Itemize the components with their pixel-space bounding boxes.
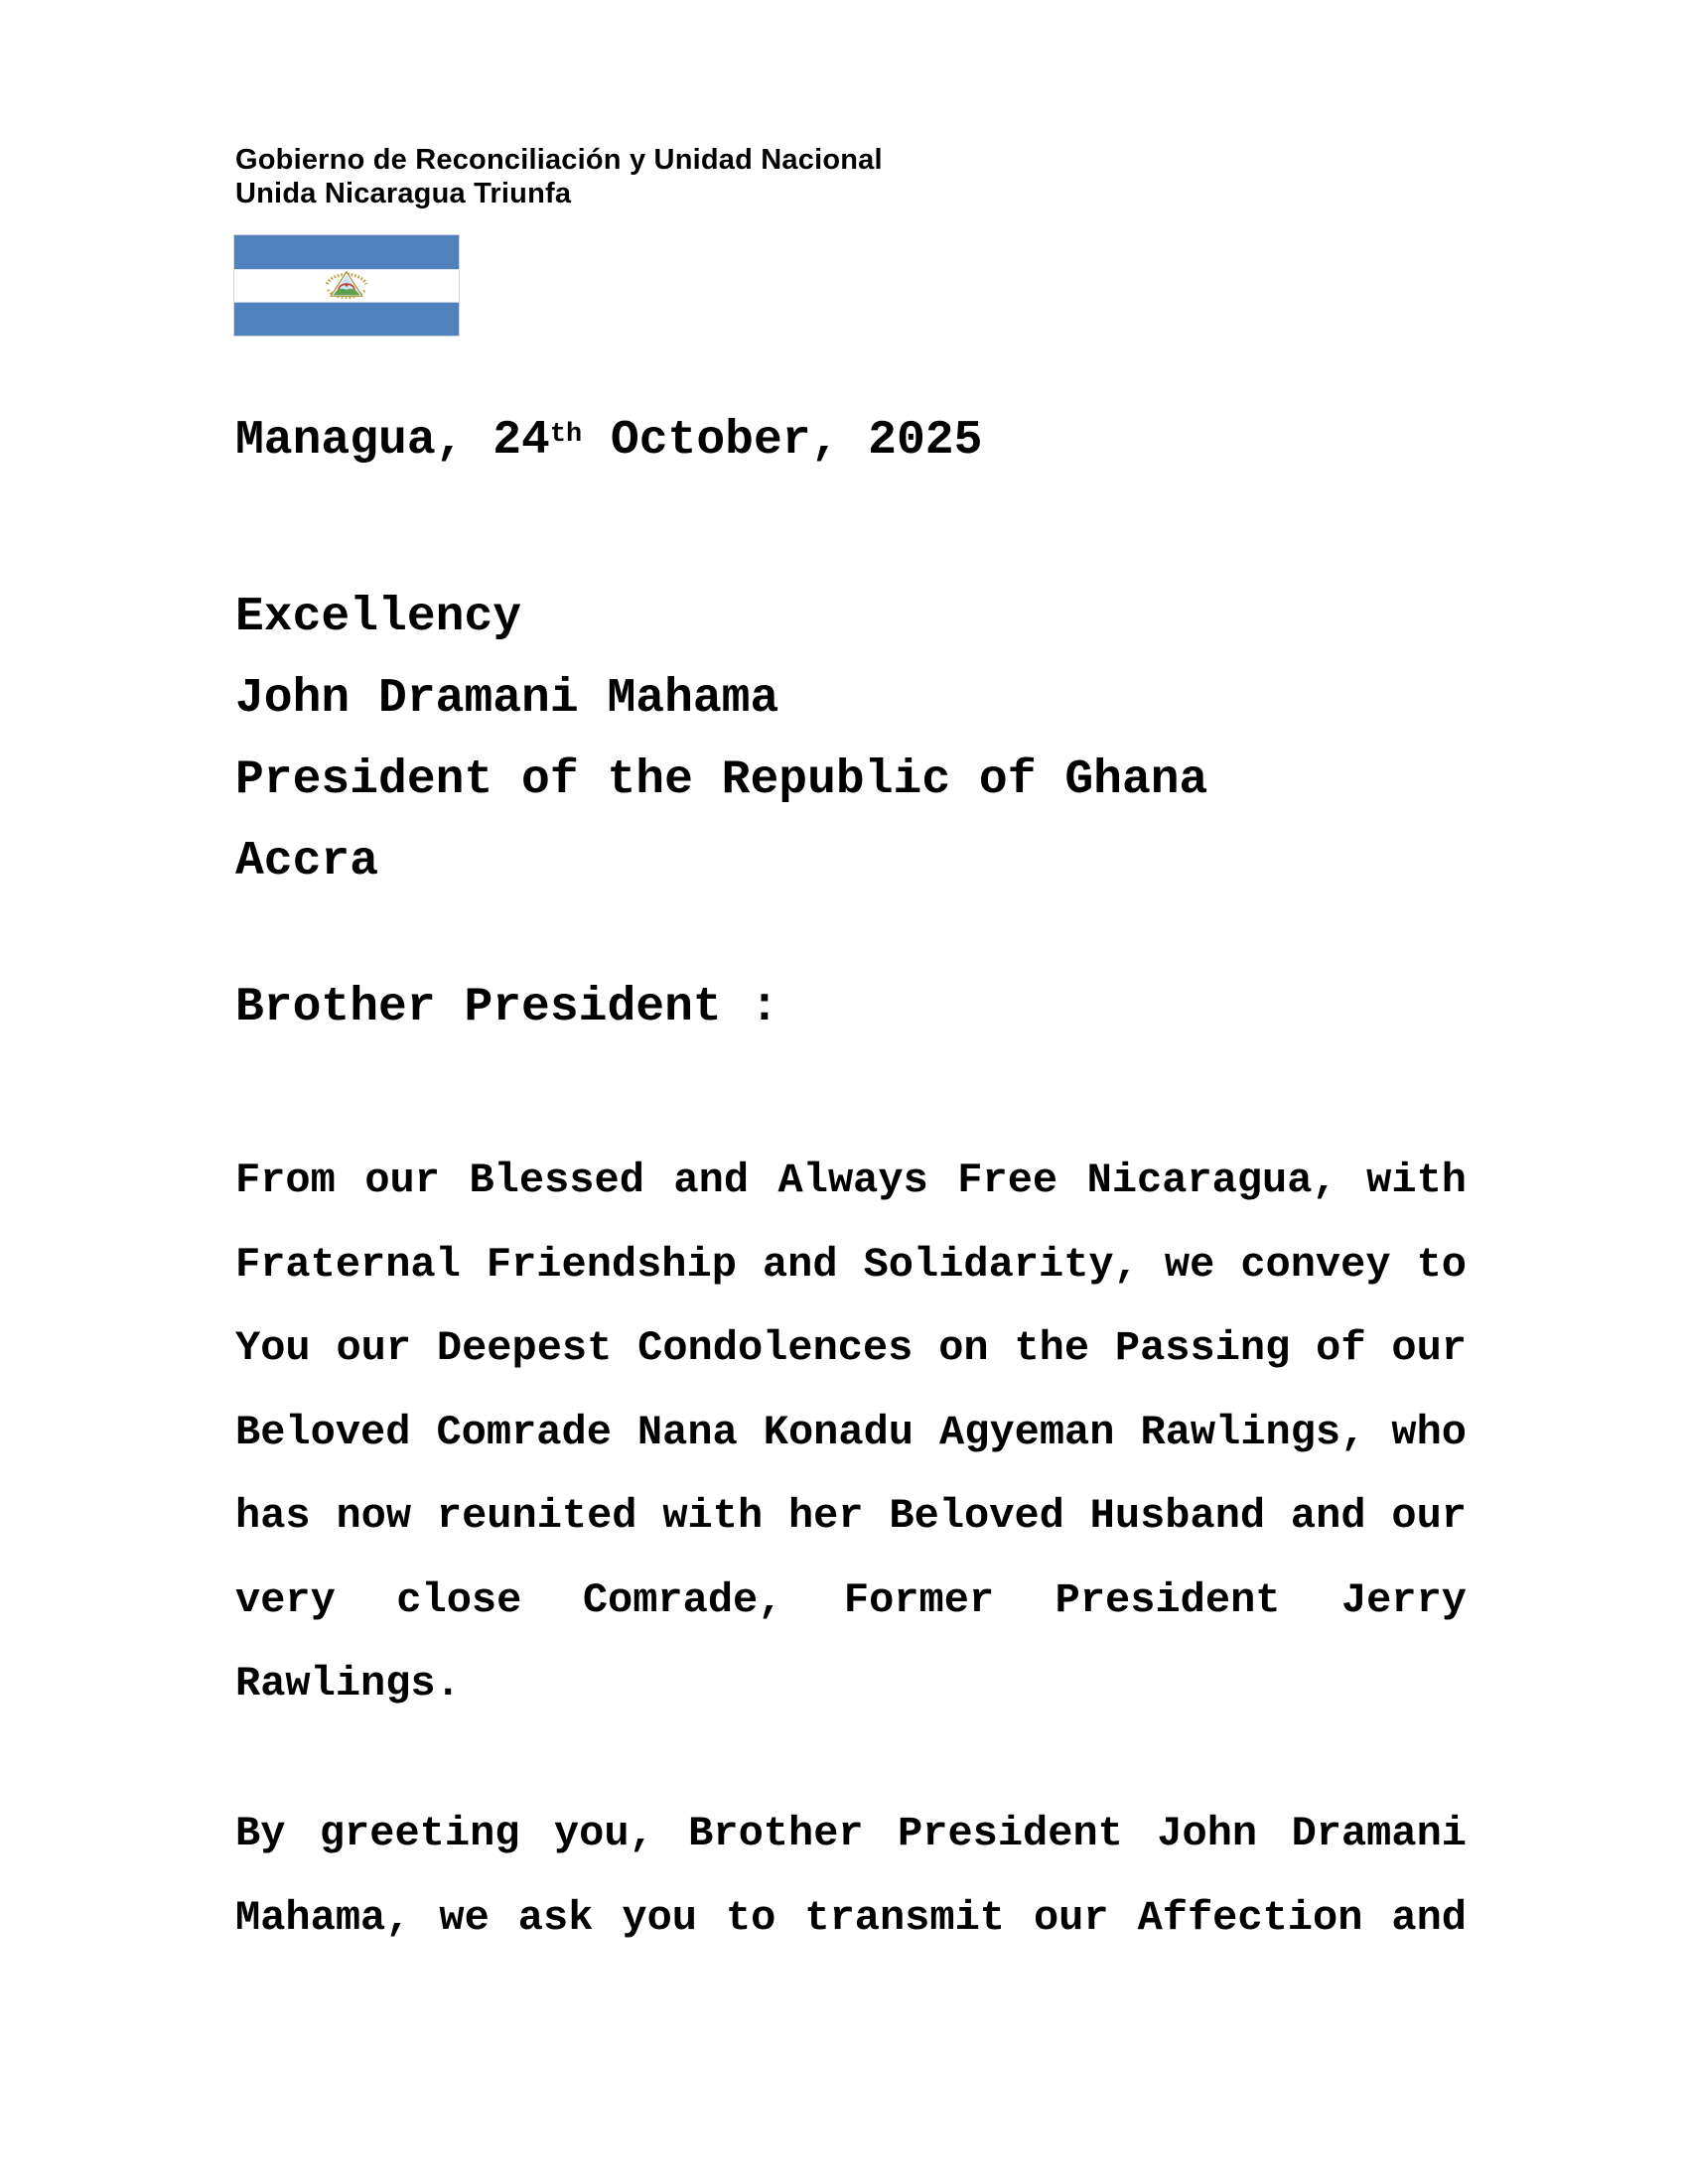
recipient-city: Accra <box>235 835 379 888</box>
nicaragua-flag-graphic <box>234 235 459 336</box>
salutation: Brother President : <box>235 981 779 1034</box>
nicaragua-flag <box>233 234 460 337</box>
body-paragraph-2 <box>235 1792 1467 1960</box>
body-line: You our Deepest Condolences on the Passing of our <box>235 1324 1467 1372</box>
body-line: Rawlings. <box>235 1660 461 1707</box>
body-paragraph-1 <box>235 1139 1467 1726</box>
body-line: By greeting you, Brother President John Dramani <box>235 1810 1467 1857</box>
letterhead-line2: Unida Nicaragua Triunfa <box>235 178 572 209</box>
recipient-role: President of the Republic of Ghana <box>235 753 1208 807</box>
body-line: very close Comrade, Former President Jerry <box>235 1575 1467 1624</box>
date-prefix: Managua, 24 <box>235 414 550 468</box>
body-line: has now reunited with her Beloved Husband and our <box>235 1492 1467 1540</box>
date-suffix: October, 2025 <box>582 414 983 468</box>
body-line: Fraternal Friendship and Solidarity, we convey to <box>235 1240 1467 1289</box>
body-line: Beloved Comrade Nana Konadu Agyeman Rawlings, who <box>235 1408 1467 1456</box>
letterhead <box>235 143 883 210</box>
recipient-block <box>235 577 1207 902</box>
body-line: From our Blessed and Always Free Nicaragua, with <box>235 1157 1467 1204</box>
letterhead-line1: Gobierno de Reconciliación y Unidad Nacional <box>235 144 883 176</box>
body-line: Mahama, we ask you to transmit our Affection and <box>235 1893 1467 1942</box>
recipient-title: Excellency <box>235 591 522 644</box>
letter-date <box>235 414 983 468</box>
recipient-name: John Dramani Mahama <box>235 672 779 726</box>
date-ordinal-suffix: th <box>549 419 583 450</box>
